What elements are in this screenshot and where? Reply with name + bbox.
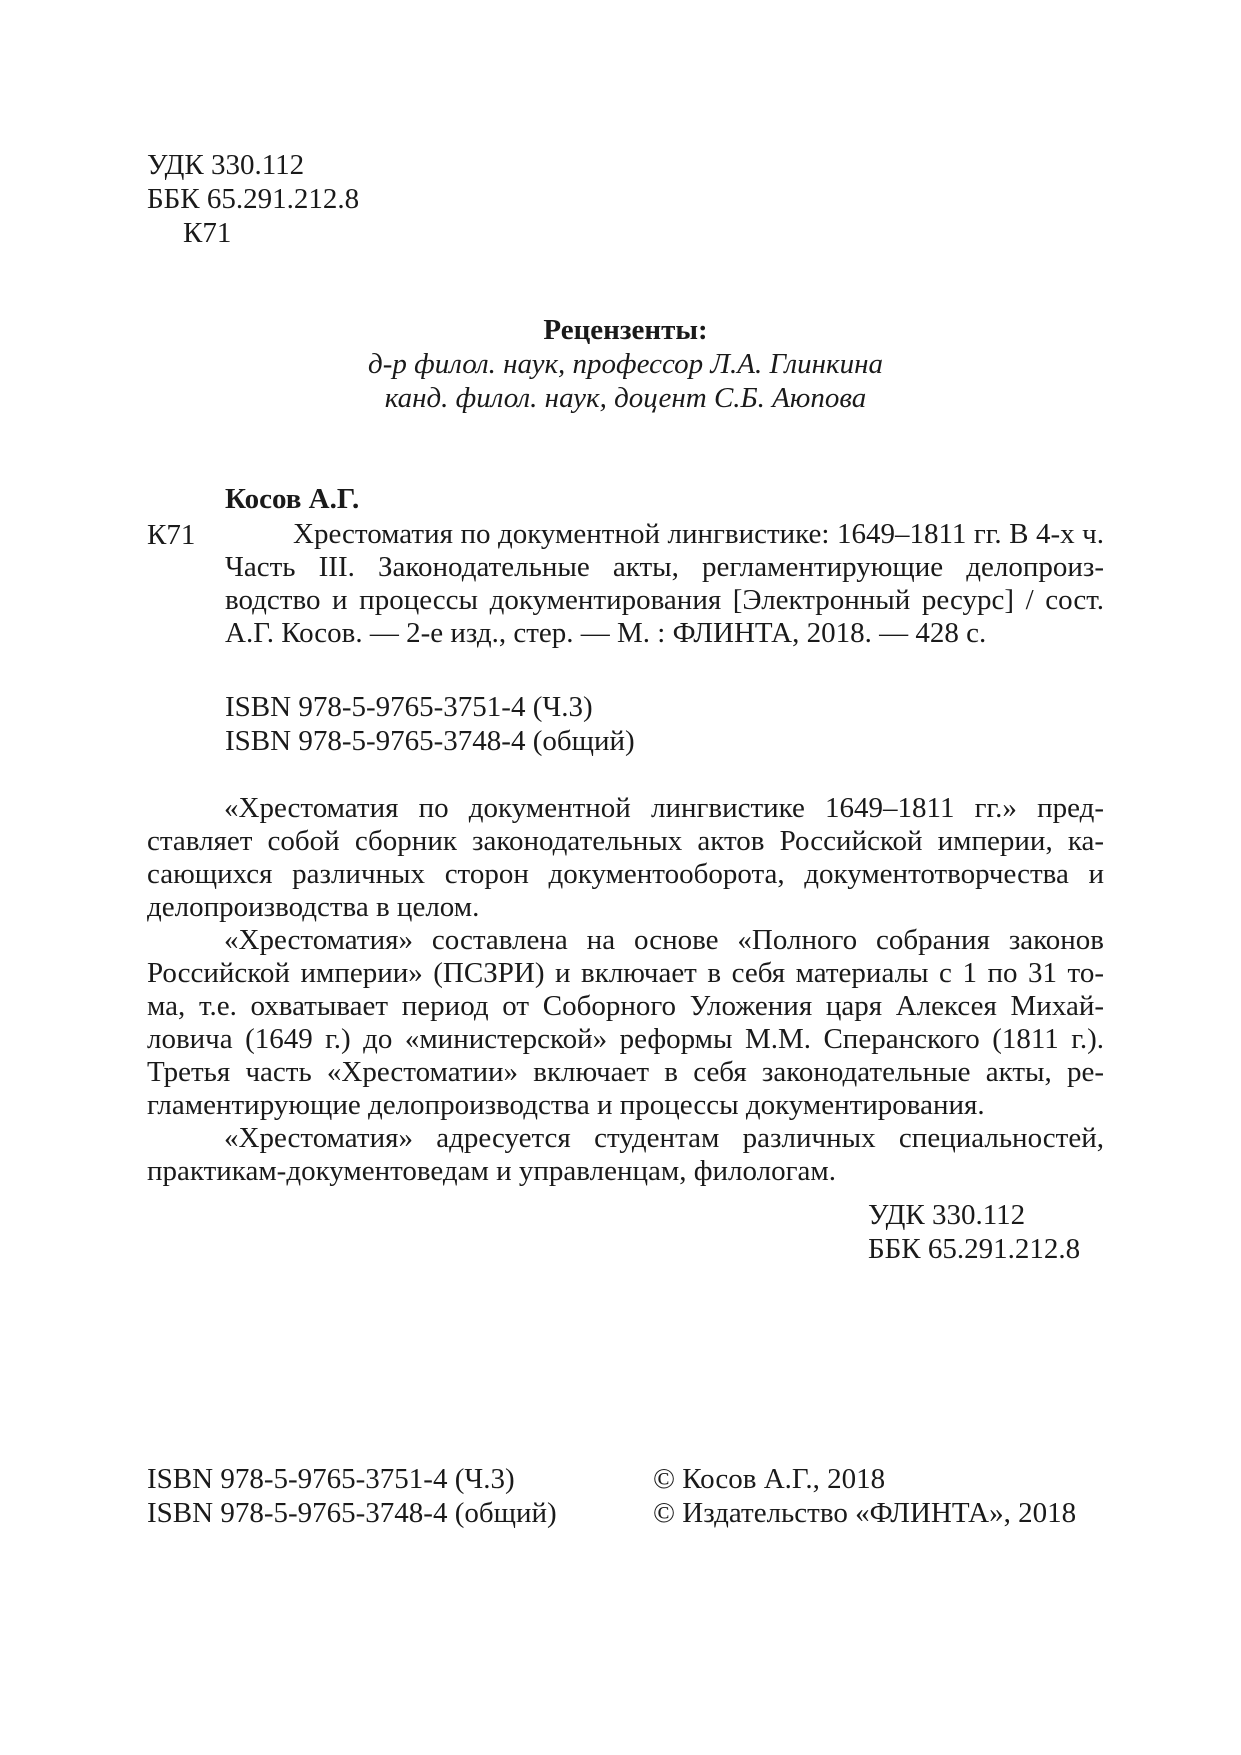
- header-bbk: ББК 65.291.212.8: [147, 183, 360, 215]
- annotation-bbk: ББК 65.291.212.8: [868, 1233, 1081, 1265]
- copyright-publisher: © Издательство «ФЛИНТА», 2018: [653, 1497, 1077, 1529]
- reviewers-title: Рецензенты:: [543, 314, 708, 346]
- annotation-line: сающихся различных сторон документооборота, документотворчества и: [147, 858, 1104, 890]
- footer-isbn-2: ISBN 978-5-9765-3748-4 (общий): [147, 1497, 557, 1529]
- annotation-line: Российской империи» (ПСЗРИ) и включает в себя материалы с 1 по 31 то-: [147, 957, 1104, 989]
- annotation: [147, 792, 1104, 1188]
- bib-line: водство и процессы документирования [Электронный ресурс] / сост.: [225, 584, 1104, 616]
- bib-line: А.Г. Косов. — 2-е изд., стер. — М. : ФЛИНТА, 2018. — 428 с.: [225, 617, 987, 649]
- footer-isbn-1: ISBN 978-5-9765-3751-4 (Ч.3): [147, 1463, 515, 1495]
- annotation-line: ма, т.е. охватывает период от Соборного Уложения царя Алексея Михай-: [147, 990, 1104, 1022]
- annotation-line: «Хрестоматия» адресуется студентам различных специальностей,: [224, 1122, 1104, 1154]
- header-udk: УДК 330.112: [147, 149, 305, 181]
- bib-author: Косов А.Г.: [225, 483, 360, 515]
- annotation-line: Третья часть «Хрестоматии» включает в себя законодательные акты, ре-: [147, 1056, 1104, 1088]
- bib-isbn-1: ISBN 978-5-9765-3751-4 (Ч.3): [225, 691, 593, 723]
- annotation-line: ловича (1649 г.) до «министерской» реформы М.М. Сперанского (1811 г.).: [147, 1023, 1104, 1055]
- bib-description: [225, 518, 1104, 650]
- bib-line: Хрестоматия по документной лингвистике: 1649–1811 гг. В 4-х ч.: [293, 518, 1104, 550]
- annotation-udk: УДК 330.112: [868, 1199, 1026, 1231]
- annotation-line: ставляет собой сборник законодательных актов Российской империи, ка-: [147, 825, 1104, 857]
- bib-isbn-2: ISBN 978-5-9765-3748-4 (общий): [225, 725, 635, 757]
- reviewer-1: д-р филол. наук, профессор Л.А. Глинкина: [368, 348, 883, 380]
- annotation-line: практикам-документоведам и управленцам, филологам.: [147, 1155, 836, 1187]
- copyright-author: © Косов А.Г., 2018: [653, 1463, 886, 1495]
- annotation-line: «Хрестоматия по документной лингвистике 1649–1811 гг.» пред-: [224, 792, 1104, 824]
- bib-sign: К71: [147, 519, 196, 551]
- header-author-sign: К71: [183, 217, 232, 249]
- bib-line: Часть III. Законодательные акты, регламентирующие делопроиз-: [225, 551, 1104, 583]
- annotation-line: гламентирующие делопроизводства и процессы документирования.: [147, 1089, 985, 1121]
- annotation-line: «Хрестоматия» составлена на основе «Полного собрания законов: [224, 924, 1104, 956]
- reviewer-2: канд. филол. наук, доцент С.Б. Аюпова: [384, 382, 867, 414]
- annotation-line: делопроизводства в целом.: [147, 891, 480, 923]
